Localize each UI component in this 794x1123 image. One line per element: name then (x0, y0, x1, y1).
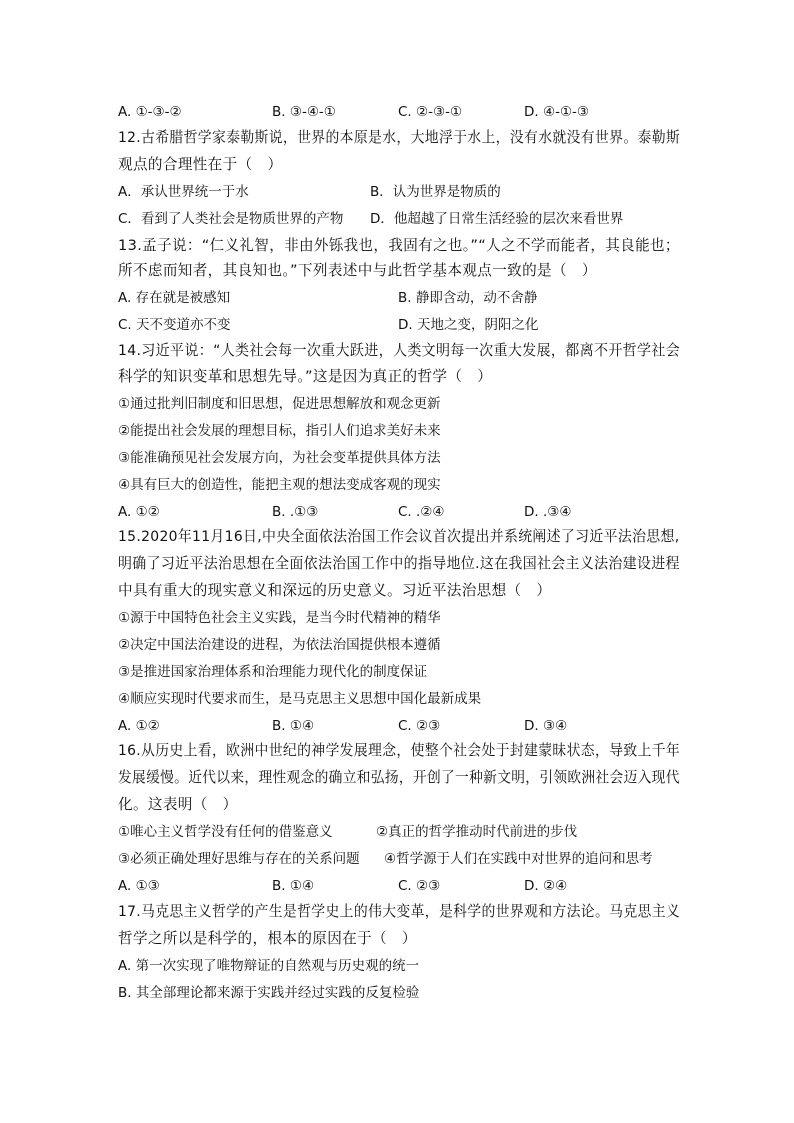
q12-option-c: C．看到了人类社会是物质世界的产物 (118, 211, 344, 227)
q14-item-4: ④具有巨大的创造性，能把主观的想法变成客观的现实 (118, 477, 441, 493)
q15-item-1: ①源于中国特色社会主义实践，是当今时代精神的精华 (118, 610, 441, 626)
q14-option-b: B. .①③ (272, 504, 319, 520)
q14-stem-line-2: 科学的知识变革和思想先导。”这是因为真正的哲学（ ） (118, 368, 493, 385)
q14-item-1: ①通过批判旧制度和旧思想，促进思想解放和观念更新 (118, 396, 441, 412)
q13-option-b: B. 静即含动，动不舍静 (398, 290, 538, 306)
q15-option-a: A. ①② (118, 718, 160, 734)
q15-stem-line-3: 中具有重大的现实意义和深远的历史意义。习近平法治思想（ ） (118, 582, 552, 599)
q14-option-d: D. .③④ (524, 504, 572, 520)
q16-item-1: ①唯心主义哲学没有任何的借鉴意义 (118, 824, 333, 840)
q16-item-4: ④哲学源于人们在实践中对世界的追问和思考 (384, 851, 653, 867)
q13-stem-line-2: 所不虑而知者，其良知也。”下列表述中与此哲学基本观点一致的是（ ） (118, 262, 597, 279)
q15-option-b: B. ①④ (272, 718, 315, 734)
q15-item-4: ④顺应实现时代要求而生，是马克思主义思想中国化最新成果 (118, 691, 482, 707)
q14-option-c: C. .②④ (398, 504, 445, 520)
q12-option-b: B．认为世界是物质的 (370, 184, 501, 200)
q15-item-2: ②决定中国法治建设的进程，为依法治国提供根本遵循 (118, 637, 441, 653)
q13-option-a: A. 存在就是被感知 (118, 290, 231, 306)
q17-option-a: A. 第一次实现了唯物辩证的自然观与历史观的统一 (118, 958, 420, 974)
q12-option-a: A．承认世界统一于水 (118, 184, 249, 200)
q16-stem-line-3: 化。这表明（ ） (118, 796, 238, 813)
q15-stem-line-1: 15.2020年11月16日,中央全面依法治国工作会议首次提出并系统阐述了习近平法治思想, (118, 528, 680, 545)
q12-option-d: D．他超越了日常生活经验的层次来看世界 (370, 211, 624, 227)
q16-option-d: D. ②④ (524, 878, 568, 894)
q14-stem-line-1: 14.习近平说：“人类社会每一次重大跃进，人类文明每一次重大发展，都离不开哲学社会 (118, 342, 681, 359)
q16-stem-line-2: 发展缓慢。近代以来，理性观念的确立和弘扬，开创了一种新文明，引领欧洲社会迈入现代 (118, 769, 680, 786)
q15-option-d: D. ③④ (524, 718, 568, 734)
q12-stem-line-1: 12.古希腊哲学家泰勒斯说，世界的本原是水，大地浮于水上，没有水就没有世界。泰勒斯 (118, 129, 681, 146)
q16-option-c: C. ②③ (398, 878, 441, 894)
q11-option-d: D. ④-①-③ (524, 104, 590, 120)
q13-stem-line-1: 13.孟子说：“仁义礼智，非由外铄我也，我固有之也。”“人之不学而能者，其良能也； (118, 237, 680, 254)
q14-item-2: ②能提出社会发展的理想目标，指引人们追求美好未来 (118, 423, 441, 439)
q11-option-a: A. ①-③-② (118, 104, 182, 120)
q11-option-c: C. ②-③-① (398, 104, 463, 120)
q15-item-3: ③是推进国家治理体系和治理能力现代化的制度保证 (118, 664, 428, 680)
q13-option-d: D. 天地之变，阴阳之化 (398, 317, 539, 333)
q17-stem-line-2: 哲学之所以是科学的，根本的原因在于（ ） (118, 930, 417, 947)
q16-stem-line-1: 16.从历史上看，欧洲中世纪的神学发展理念，使整个社会处于封建蒙昧状态，导致上千年 (118, 742, 681, 759)
q17-stem-line-1: 17.马克思主义哲学的产生是哲学史上的伟大变革，是科学的世界观和方法论。马克思主义 (118, 903, 681, 920)
q11-option-b: B. ③-④-① (272, 104, 336, 120)
q16-item-2: ②真正的哲学推动时代前进的步伐 (376, 824, 578, 840)
q13-option-c: C. 天不变道亦不变 (118, 317, 231, 333)
q12-stem-line-2: 观点的合理性在于（ ） (118, 156, 283, 173)
q15-option-c: C. ②③ (398, 718, 441, 734)
q16-item-3: ③必须正确处理好思维与存在的关系问题 (118, 851, 360, 867)
q14-option-a: A. ①② (118, 504, 160, 520)
q14-item-3: ③能准确预见社会发展方向，为社会变革提供具体方法 (118, 450, 441, 466)
q16-option-a: A. ①③ (118, 878, 160, 894)
q16-option-b: B. ①④ (272, 878, 315, 894)
q15-stem-line-2: 明确了习近平法治思想在全面依法治国工作中的指导地位.这在我国社会主义法治建设进程 (118, 555, 680, 572)
q17-option-b: B. 其全部理论都来源于实践并经过实践的反复检验 (118, 985, 420, 1001)
